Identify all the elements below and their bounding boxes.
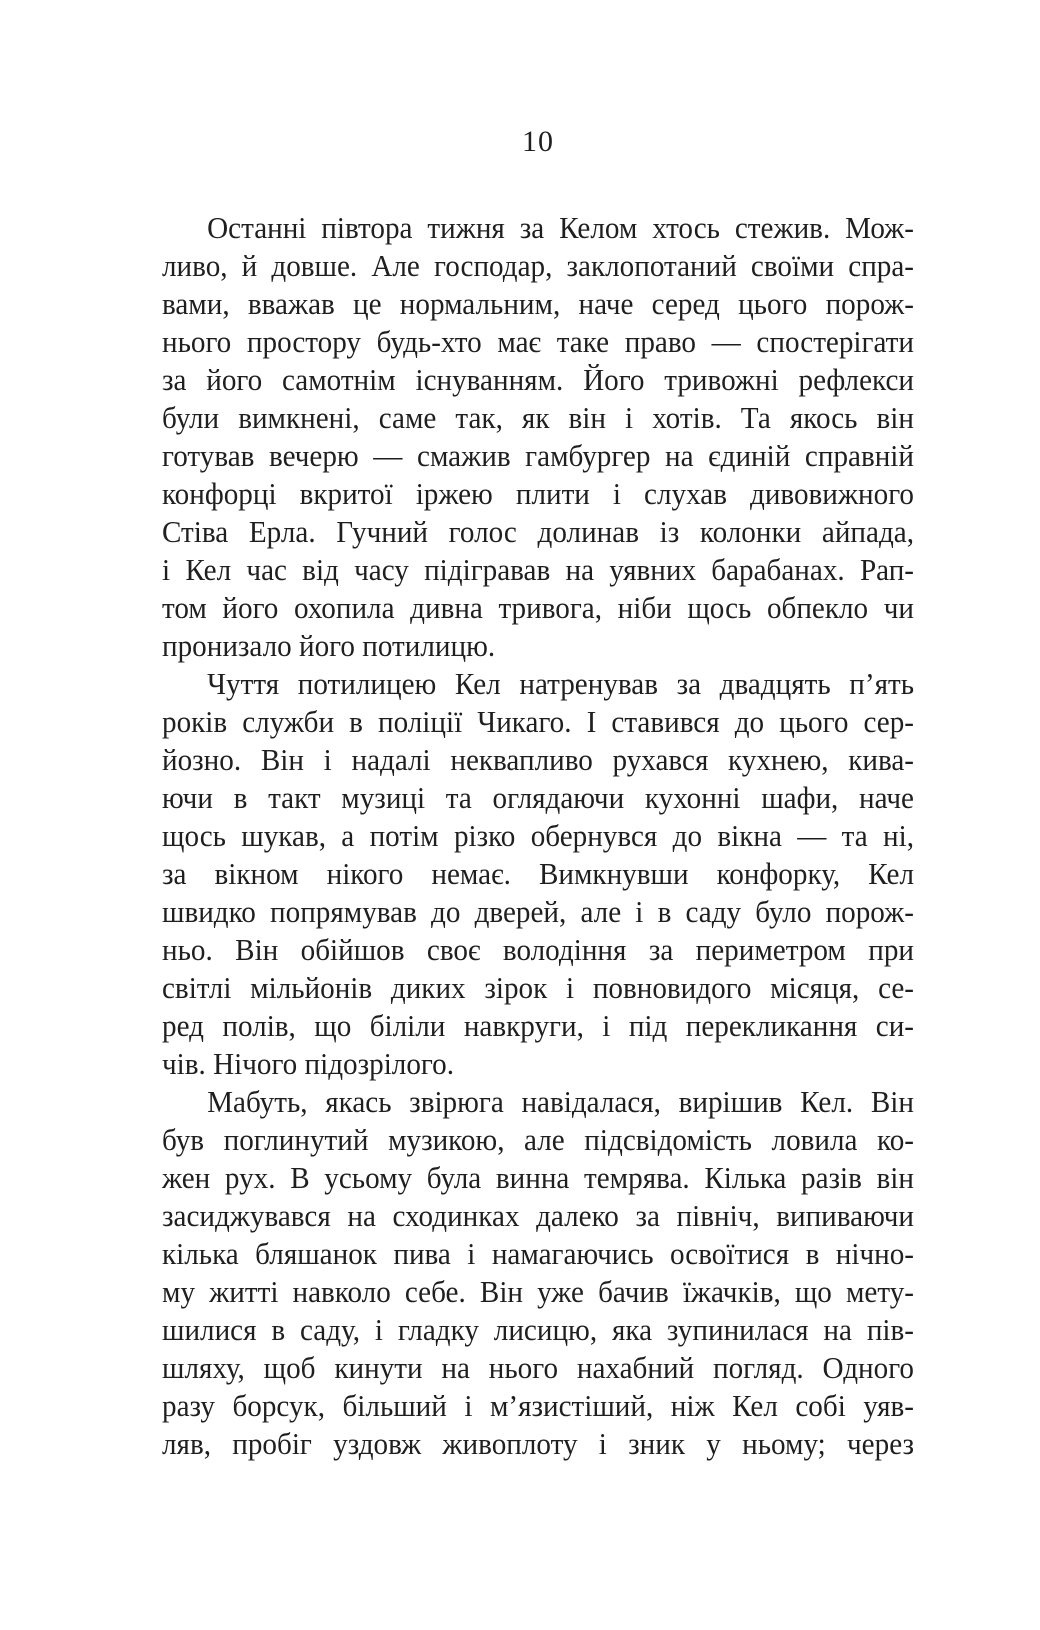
- text-line: конфорці вкритої іржею плити і слухав дивовижного: [162, 476, 914, 511]
- text-line: ньо. Він обійшов своє володіння за периметром при: [162, 932, 914, 967]
- text-line: чів. Нічого підозрілого.: [162, 1046, 454, 1081]
- text-line: ляв, пробіг уздовж живоплоту і зник у ньому; через: [162, 1426, 914, 1461]
- text-line: нього простору будь-хто має таке право — спостерігати: [162, 324, 914, 359]
- text-line: був поглинутий музикою, але підсвідомість ловила ко-: [162, 1122, 914, 1157]
- text-line: шляху, щоб кинути на нього нахабний погляд. Одного: [162, 1350, 914, 1385]
- text-line: му житті навколо себе. Він уже бачив їжачків, що мету-: [162, 1274, 914, 1309]
- text-line: вами, вважав це нормальним, наче серед цього порож-: [162, 286, 914, 321]
- text-line: засиджувався на сходинках далеко за північ, випиваючи: [162, 1198, 914, 1233]
- text-line: ючи в такт музиці та оглядаючи кухонні шафи, наче: [162, 780, 914, 815]
- text-line: і Кел час від часу підігравав на уявних барабанах. Рап-: [162, 552, 914, 587]
- text-line: ред полів, що біліли навкруги, і під перекликання си-: [162, 1008, 914, 1043]
- text-line: ливо, й довше. Але господар, заклопотаний своїми спра-: [162, 248, 914, 283]
- text-line: жен рух. В усьому була винна темрява. Кілька разів він: [162, 1160, 914, 1195]
- text-line: разу борсук, більший і м’язистіший, ніж Кел собі уяв-: [162, 1388, 914, 1423]
- text-line: років служби в поліції Чикаго. І ставився до цього сер-: [162, 704, 914, 739]
- text-block: [162, 209, 962, 1463]
- text-line: за вікном нікого немає. Вимкнувши конфорку, Кел: [162, 856, 914, 891]
- text-line: том його охопила дивна тривога, ніби щось обпекло чи: [162, 590, 914, 625]
- text-line: щось шукав, а потім різко обернувся до вікна — та ні,: [162, 818, 914, 853]
- text-line: Стіва Ерла. Гучний голос долинав із колонки айпада,: [162, 514, 914, 549]
- paragraph: [162, 1083, 962, 1463]
- text-line: Мабуть, якась звірюга навідалася, вирішив Кел. Він: [207, 1084, 914, 1119]
- paragraph: [162, 209, 962, 665]
- text-line: швидко попрямував до дверей, але і в саду було порож-: [162, 894, 914, 929]
- text-line: шилися в саду, і гладку лисицю, яка зупинилася на пів-: [162, 1312, 914, 1347]
- text-line: Останні півтора тижня за Келом хтось стежив. Мож-: [207, 210, 914, 245]
- text-line: йозно. Він і надалі неквапливо рухався кухнею, кива-: [162, 742, 914, 777]
- text-line: були вимкнені, саме так, як він і хотів. Та якось він: [162, 400, 914, 435]
- text-line: готував вечерю — смажив гамбургер на єдиній справній: [162, 438, 914, 473]
- text-line: світлі мільйонів диких зірок і повновидого місяця, се-: [162, 970, 914, 1005]
- text-line: кілька бляшанок пива і намагаючись освоїтися в нічно-: [162, 1236, 914, 1271]
- page-number: 10: [522, 125, 554, 158]
- text-line: Чуття потилицею Кел натренував за двадцять п’ять: [207, 666, 914, 701]
- text-line: за його самотнім існуванням. Його тривожні рефлекси: [162, 362, 914, 397]
- text-line: пронизало його потилицю.: [162, 628, 496, 663]
- paragraph: [162, 665, 962, 1083]
